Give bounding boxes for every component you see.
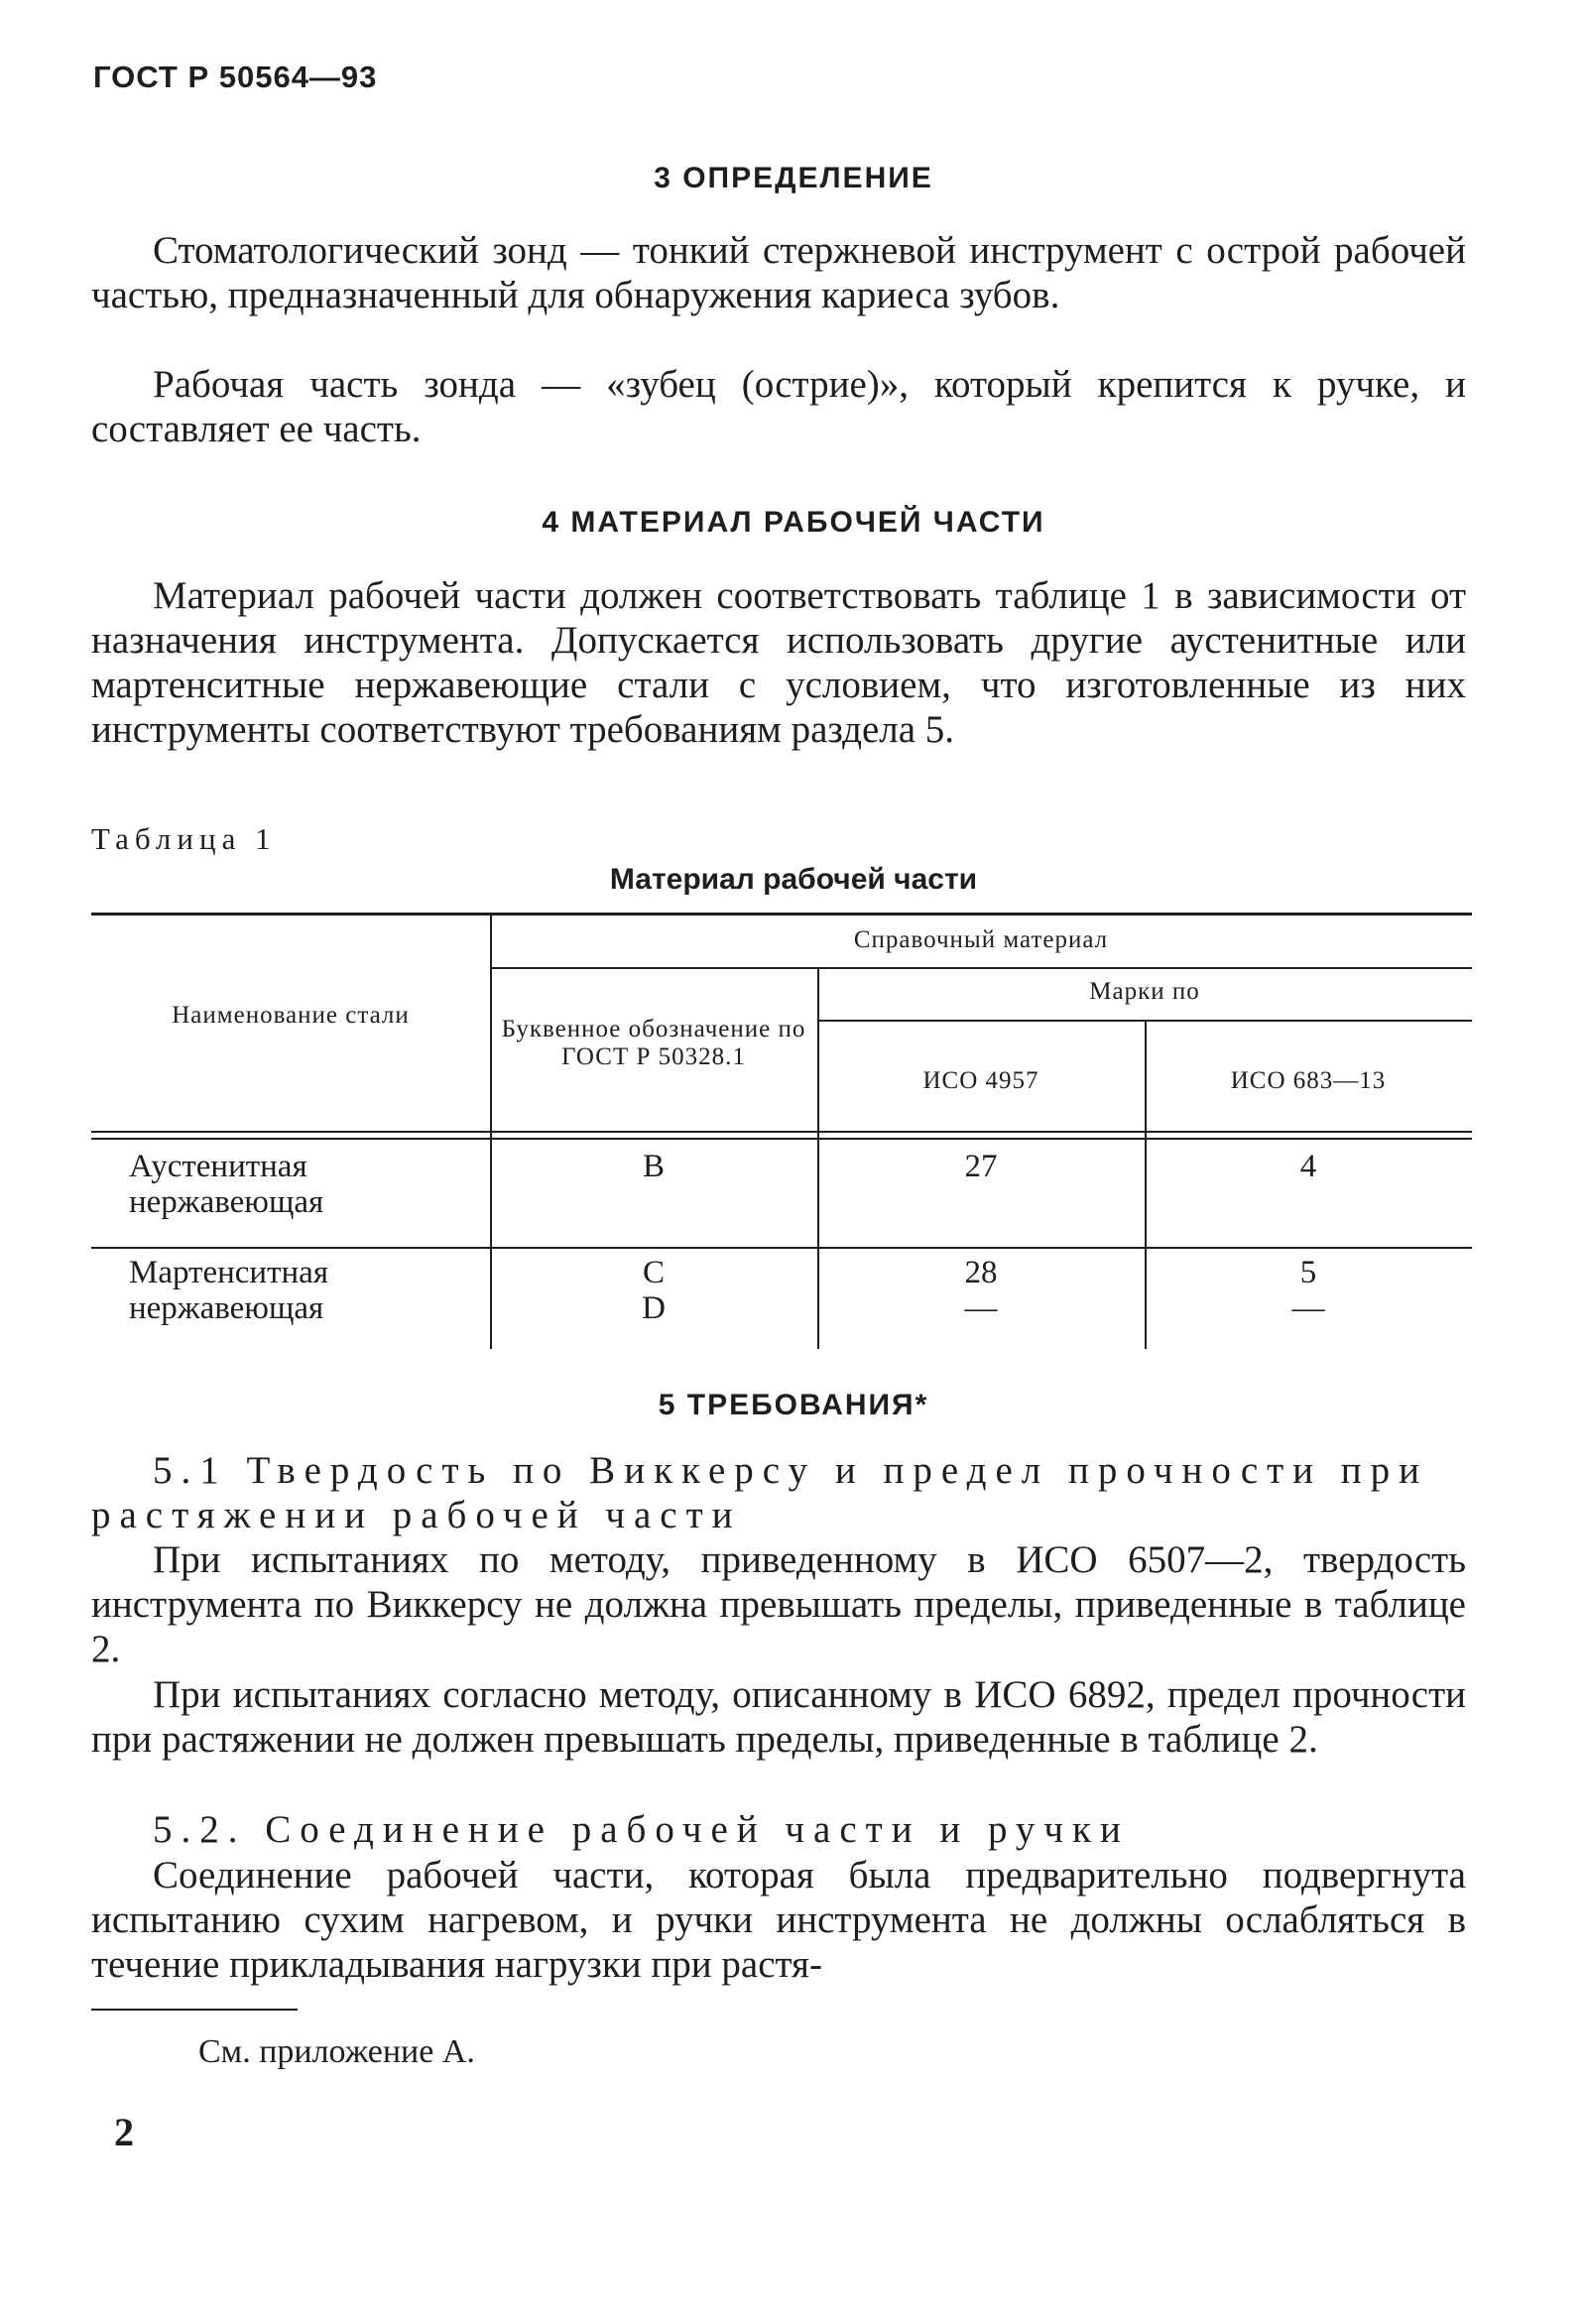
table-row-2-iso-683-2: — [1291, 1290, 1325, 1326]
subsection-5-1-title: 5.1 Твердость по Виккерсу и предел прочности при растяжении рабочей части [91, 1449, 1429, 1536]
table-row-1-letter: B [642, 1149, 665, 1184]
table-row-2-letter-2: D [642, 1290, 666, 1326]
header-marks: Марки по [1089, 978, 1200, 1005]
header-iso-4957: ИСО 4957 [922, 1067, 1039, 1094]
section-4-paragraph-1: Материал рабочей части должен соответствовать таблице 1 в зависимости от назначения инструмента. Допускается использовать другие аустенитные или мартенситные нержавеющие стали с условием, что изготовленные из них инструменты соответствуют требованиям раздела 5. [91, 574, 1466, 751]
table-row-1-iso-4957: 27 [964, 1149, 998, 1184]
header-iso-683: ИСО 683—13 [1230, 1067, 1387, 1094]
table-row-1-iso-683: 4 [1299, 1149, 1317, 1184]
section-3-paragraph-2: Рабочая часть зонда — «зубец (острие)», который крепится к ручке, и составляет ее часть. [91, 363, 1466, 450]
material-table [91, 913, 1472, 1349]
section-4-heading: 4 МАТЕРИАЛ РАБОЧЕЙ ЧАСТИ [542, 506, 1045, 539]
subsection-5-1-paragraph-2: При испытаниях согласно методу, описанному в ИСО 6892, предел прочности при растяжении не должен превышать пределы, приведенные в таблице 2. [91, 1673, 1466, 1761]
subsection-5-1-paragraph-1: При испытаниях по методу, приведенному в ИСО 6507—2, твердость инструмента по Виккерсу не должна превышать пределы, приведенные в таблице 2. [91, 1538, 1466, 1670]
header-letter-designation: Буквенное обозначение по ГОСТ Р 50328.1 [501, 1016, 806, 1070]
section-3-heading: 3 ОПРЕДЕЛЕНИЕ [654, 162, 933, 194]
header-reference-material: Справочный материал [853, 926, 1109, 953]
footnote: См. приложение А. [198, 2033, 475, 2070]
subsection-5-2-paragraph-1: Соединение рабочей части, которая была предварительно подвергнута испытанию сухим нагревом, и ручки инструмента не должны ослабляться в течение прикладывания нагрузки при растя- [91, 1854, 1466, 1986]
section-3-paragraph-1: Стоматологический зонд — тонкий стержневой инструмент с острой рабочей частью, предназначенный для обнаружения кариеса зубов. [91, 229, 1466, 316]
header-steel-name: Наименование стали [172, 1002, 410, 1029]
table-row-2-name: Мартенситная нержавеющая [129, 1255, 328, 1326]
table-row-1-name: Аустенитная нержавеющая [129, 1149, 324, 1220]
page-number: 2 [114, 2110, 134, 2154]
section-5-heading: 5 ТРЕБОВАНИЯ* [658, 1389, 929, 1421]
subsection-5-2-title: 5.2. Соединение рабочей части и ручки [153, 1808, 1130, 1851]
table-row-2-iso-4957-2: — [964, 1290, 998, 1326]
table-label: Таблица 1 [91, 821, 277, 856]
document-code: ГОСТ Р 50564—93 [93, 60, 378, 94]
table-title: Материал рабочей части [609, 863, 978, 896]
table-row-2-iso-4957: 28 [964, 1255, 998, 1290]
table-row-2-letter: C [642, 1255, 665, 1290]
footnote-separator [91, 2009, 298, 2011]
table-row-2-iso-683: 5 [1299, 1255, 1317, 1290]
